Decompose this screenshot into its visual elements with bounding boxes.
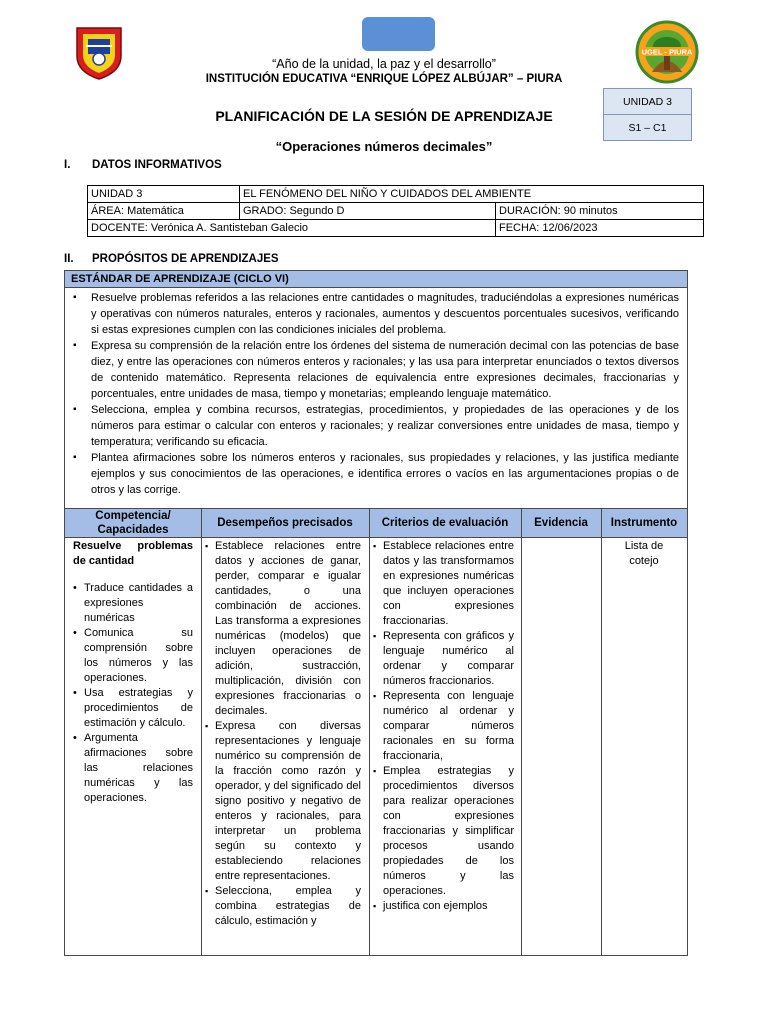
info-duracion: DURACIÓN: 90 minutos: [496, 203, 704, 220]
section-heading-propositos: [64, 253, 279, 265]
unit-label: UNIDAD 3: [604, 89, 692, 115]
session-label: S1 – C1: [604, 115, 692, 141]
standard-header: ESTÁNDAR DE APRENDIZAJE (CICLO VI): [65, 271, 687, 288]
desempeno-item: ▪ Establece relaciones entre datos y acciones de ganar, perder, comparar e igualar cantidades, o una combinación de acciones. Las transforma a expresiones numéricas (modelos) que incluyen operaciones de adición, sustracción, multiplicación, división con expresiones fraccionarias o decimales.: [205, 539, 361, 719]
capacidad-item: • Traduce cantidades a expresiones numéricas: [73, 581, 193, 626]
capacidad-item: • Comunica su comprensión sobre los números y las operaciones.: [73, 626, 193, 686]
section-number: II.: [64, 253, 74, 265]
col-header-competencia: Competencia/ Capacidades: [65, 508, 201, 538]
criterio-item: ▪ Representa con gráficos y lenguaje numérico al ordenar y comparar números fraccionarios.: [373, 629, 514, 689]
criterio-item: ▪ Establece relaciones entre datos y las transformamos en expresiones numéricas que incluyen operaciones con expresiones fraccionarias.: [373, 539, 514, 629]
school-crest-logo: [74, 26, 124, 80]
section-heading-datos: [64, 159, 222, 171]
criterio-item: ▪ Emplea estrategias y procedimientos diversos para realizar operaciones con expresiones fraccionarias y simplificar procesos usando propiedades de los números y las operaciones.: [373, 764, 514, 899]
desempenos-list: [205, 539, 361, 929]
info-unidad-title: EL FENÓMENO DEL NIÑO Y CUIDADOS DEL AMBIENTE: [240, 186, 704, 203]
col-header-criterios: Criterios de evaluación: [369, 508, 521, 538]
section-label: DATOS INFORMATIVOS: [92, 159, 222, 171]
section-number: I.: [64, 159, 71, 171]
info-grado: GRADO: Segundo D: [240, 203, 496, 220]
column-divider: [201, 508, 202, 956]
standard-item: ▪ Selecciona, emplea y combina recursos, estrategias, procedimientos, y propiedades de las operaciones y de los números para estimar o calcular con enteros y racionales; y realizar conversiones entre unidades de masa, tiempo y temperatura; verificando su eficacia.: [91, 402, 679, 450]
competencia-cell: [73, 539, 193, 806]
capacidades-list: [73, 581, 193, 806]
instrumento-cell: Lista de cotejo: [624, 540, 664, 567]
standard-list: [65, 290, 679, 498]
desempeno-item: ▪ Expresa con diversas representaciones y lenguaje numérico su comprensión de la fracción como razón y operador, y del significado del signo positivo y negativo de enteros y racionales, para interpretar un problema según su contexto y estableciendo relaciones entre representaciones.: [205, 719, 361, 884]
institution-name: INSTITUCIÓN EDUCATIVA “ENRIQUE LÓPEZ ALBÚJAR” – PIURA: [205, 73, 563, 85]
page-title: PLANIFICACIÓN DE LA SESIÓN DE APRENDIZAJE: [215, 108, 553, 124]
column-divider: [369, 508, 370, 956]
standard-item: ▪ Expresa su comprensión de la relación entre los órdenes del sistema de numeración decimal con las potencias de base diez, y entre las operaciones con números enteros y racionales; y las usa para interpretar enunciados o textos diversos de contenido matemático. Representa relaciones de equivalencia entre expresiones decimales, fraccionarias y porcentuales, entre unidades de masa, tiempo y monetarias; empleando lenguaje matemático.: [91, 338, 679, 402]
criterio-item: ▪ justifica con ejemplos: [373, 899, 514, 914]
standard-item: ▪ Resuelve problemas referidos a las relaciones entre cantidades o magnitudes, traduciéndolas a expresiones numéricas y operativas con números naturales, enteros y racionales, aumentos y descuentos porcentuales sucesivos, verificando si estas expresiones cumplen con las condiciones iniciales del problema.: [91, 290, 679, 338]
info-unidad: UNIDAD 3: [88, 186, 240, 203]
criterios-list: [373, 539, 514, 914]
standard-item: ▪ Plantea afirmaciones sobre los números enteros y racionales, sus propiedades y relaciones, y las justifica mediante ejemplos y sus conocimientos de las operaciones, e identifica errores o vacíos en las argumentaciones propias o de otros y las corrige.: [91, 450, 679, 498]
learning-purposes-table: [64, 270, 688, 956]
col-header-desempenos: Desempeños precisados: [201, 508, 369, 538]
section-label: PROPÓSITOS DE APRENDIZAJES: [92, 253, 279, 265]
capacidad-item: • Usa estrategias y procedimientos de estimación y cálculo.: [73, 686, 193, 731]
info-fecha: FECHA: 12/06/2023: [496, 220, 704, 237]
criterio-item: ▪ Representa con lenguaje numérico al ordenar y comparar números racionales en su forma fraccionaria,: [373, 689, 514, 764]
col-header-instrumento: Instrumento: [601, 508, 687, 538]
desempeno-item: ▪ Selecciona, emplea y combina estrategias de cálculo, estimación y: [205, 884, 361, 929]
year-motto: “Año de la unidad, la paz y el desarrollo”: [272, 57, 496, 71]
desempenos-cell: [205, 539, 361, 929]
criterios-cell: [373, 539, 514, 914]
competencia-title: Resuelve problemas de cantidad: [73, 540, 193, 567]
info-table: [87, 185, 704, 237]
info-area: ÁREA: Matemática: [88, 203, 240, 220]
capacidad-item: • Argumenta afirmaciones sobre las relaciones numéricas y las operaciones.: [73, 731, 193, 806]
page-subtitle: “Operaciones números decimales”: [275, 139, 493, 154]
column-divider: [521, 508, 522, 956]
col-header-evidencia: Evidencia: [521, 508, 601, 538]
info-docente: DOCENTE: Verónica A. Santisteban Galecio: [88, 220, 496, 237]
ugel-logo-text: UGEL - PIURA: [641, 47, 693, 57]
column-divider: [601, 508, 602, 956]
header-decoration: [362, 17, 435, 51]
